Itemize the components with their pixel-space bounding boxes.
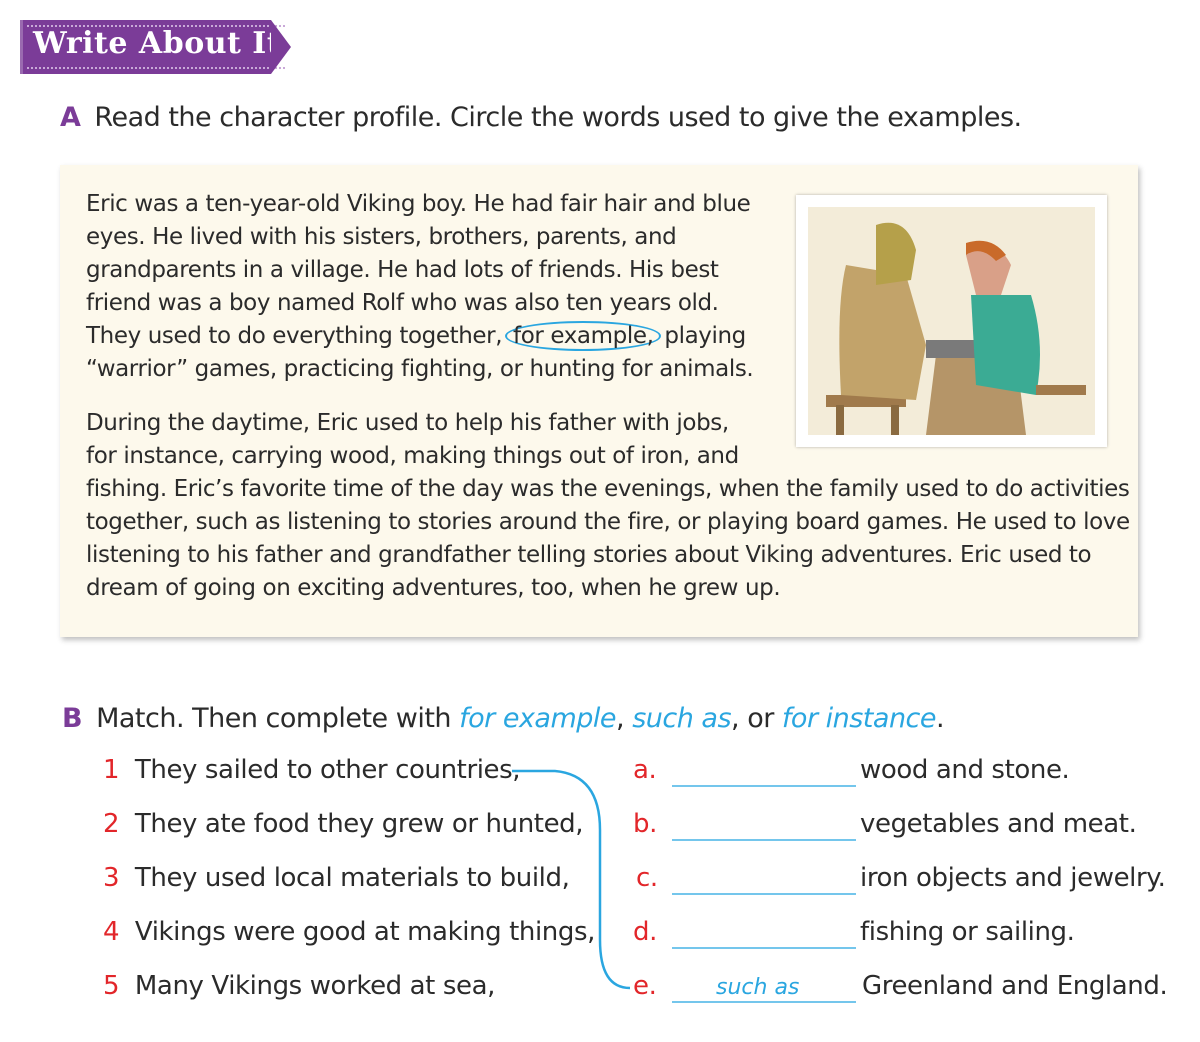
item-number: 5 [103,971,120,1001]
section-instruction: Read the character profile. Circle the words used to give the examples. [94,102,1022,133]
item-text: They ate food they grew or hunted, [134,809,584,839]
option-for-instance: for instance [781,703,937,734]
answer-text: fishing or sailing. [860,917,1075,947]
answer-text: Greenland and England. [862,971,1168,1001]
match-item [103,863,569,893]
passage-line: “warrior” games, practicing fighting, or hunting for animals. [86,356,754,382]
passage-line: Eric was a ten-year-old Viking boy. He had fair hair and blue [86,191,751,217]
answer-letter: d. [633,917,657,947]
answer-text: wood and stone. [860,755,1070,785]
answer-letter: e. [633,971,657,1001]
item-number: 4 [103,917,120,947]
circled-phrase: for example, [505,321,661,351]
answer-letter: a. [633,755,657,785]
passage-line: friend was a boy named Rolf who was also ten years old. [86,290,719,316]
passage-line [86,323,746,349]
passage-line: grandparents in a village. He had lots of friends. His best [86,257,719,283]
match-item [103,809,583,839]
item-text: They used local materials to build, [134,863,570,893]
item-number: 1 [103,755,120,785]
match-item [103,917,595,947]
item-number: 2 [103,809,120,839]
passage-line: fishing. Eric’s favorite time of the day was the evenings, when the family used to do activities [86,476,1130,502]
text: , or [731,703,782,734]
passage-line: together, such as listening to stories around the fire, or playing board games. He used to love [86,509,1130,535]
viking-boys-illustration [796,195,1107,447]
section-letter: A [60,102,81,133]
answer-blank[interactable] [672,1001,856,1003]
text: , [616,703,633,734]
match-item [103,971,495,1001]
handwritten-answer: such as [716,975,800,1000]
option-such-as: such as [632,703,732,734]
answer-blank[interactable] [672,893,856,895]
answer-text: iron objects and jewelry. [860,863,1166,893]
answer-letter: b. [633,809,657,839]
item-text: Many Vikings worked at sea, [134,971,495,1001]
text: Match. Then complete with [96,703,460,734]
option-for-example: for example [459,703,617,734]
section-letter: B [62,703,83,734]
item-text: Vikings were good at making things, [134,917,595,947]
passage-line: dream of going on exciting adventures, too, when he grew up. [86,575,781,601]
passage-line: for instance, carrying wood, making things out of iron, and [86,443,739,469]
passage-line: During the daytime, Eric used to help his father with jobs, [86,410,729,436]
answer-blank[interactable] [672,785,856,787]
section-a-heading [60,102,1022,133]
answer-letter: c. [636,863,658,893]
section-banner [20,20,282,74]
passage-line: listening to his father and grandfather telling stories about Viking adventures. Eric used to [86,542,1092,568]
text: . [936,703,945,734]
item-text: They sailed to other countries, [134,755,521,785]
answer-blank[interactable] [672,839,856,841]
passage-line: eyes. He lived with his sisters, brothers, parents, and [86,224,677,250]
text: They used to do everything together, [86,323,503,349]
answer-text: vegetables and meat. [860,809,1137,839]
answer-blank[interactable] [672,947,856,949]
match-item [103,755,520,785]
item-number: 3 [103,863,120,893]
text: playing [664,323,746,349]
banner-title: Write About It [33,26,282,61]
section-b-heading [62,703,944,734]
